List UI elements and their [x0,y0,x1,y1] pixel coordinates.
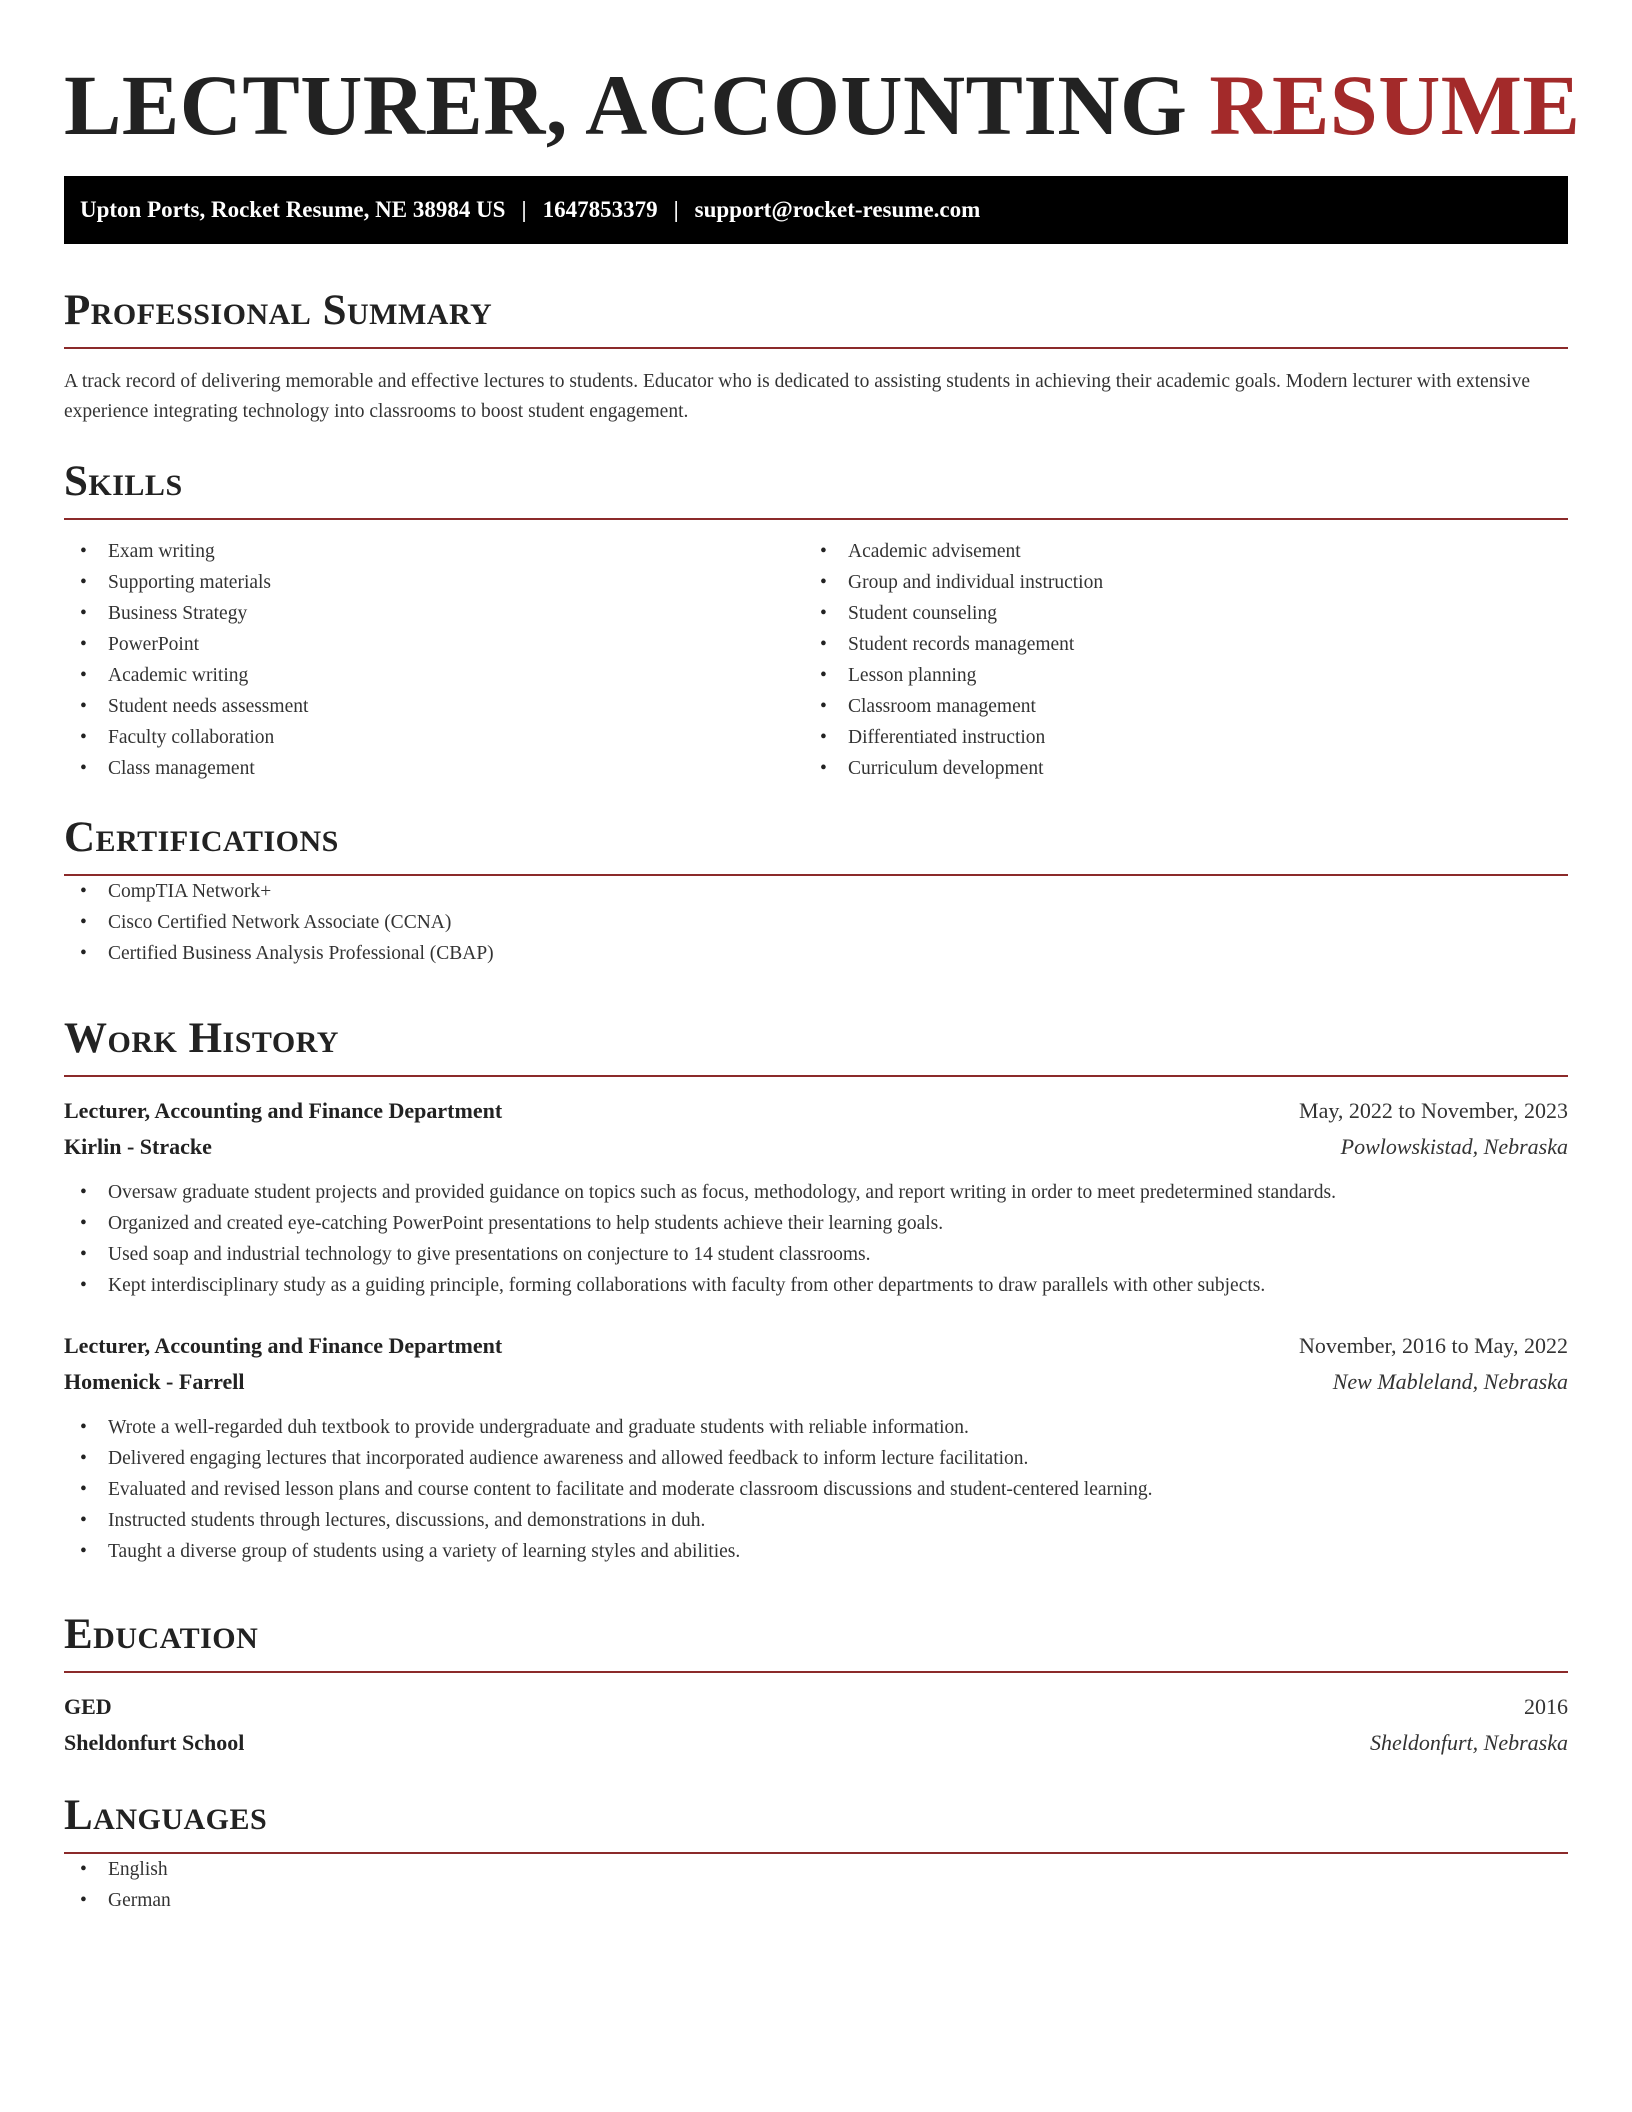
language-item: • German [64,1885,1568,1916]
summary-text: A track record of delivering memorable and effective lectures to students. Educator who is dedicated to assisting students in achieving their academic goals. Modern lecturer with extensive experience integrating technology into classrooms to boost student engagement. [64,371,1530,422]
contact-address: Upton Ports, Rocket Resume, NE 38984 US [80,197,506,222]
language-item: • English [64,1854,1568,1885]
skill-item: • PowerPoint [64,629,804,660]
job-title: Lecturer, Accounting and Finance Department [64,1098,503,1123]
section-heading: Education [64,1611,259,1658]
section-divider [64,1671,1568,1673]
duty-item: • Used soap and industrial technology to give presentations on conjecture to 14 student classrooms. [64,1239,1568,1270]
job-header [64,1328,1568,1364]
education-location: Sheldonfurt, Nebraska [1370,1730,1568,1755]
skill-item: • Classroom management [804,691,1544,722]
skill-item: • Academic advisement [804,536,1544,567]
contact-phone[interactable]: 1647853379 [542,197,658,222]
section-heading: Professional Summary [64,287,493,334]
section-heading: Work History [64,1015,339,1062]
section-divider [64,518,1568,520]
duty-item: • Kept interdisciplinary study as a guiding principle, forming collaborations with faculty from other departments to draw parallels with other subjects. [64,1270,1568,1301]
contact-separator: | [521,197,527,222]
job-entry [64,1328,1568,1567]
education-entry [64,1689,1568,1761]
contact-email[interactable]: support@rocket-resume.com [694,197,981,222]
resume-title [64,55,1580,155]
skill-item: • Student needs assessment [64,691,804,722]
skills-list-left [64,536,804,784]
skill-item: • Faculty collaboration [64,722,804,753]
skill-item: • Class management [64,753,804,784]
job-subheader [64,1129,1568,1165]
education-degree: GED [64,1694,112,1719]
education-section [64,1609,1568,1761]
skill-item: • Lesson planning [804,660,1544,691]
skills-list-right [804,536,1544,784]
section-heading: Certifications [64,814,339,861]
duty-item: • Delivered engaging lectures that incorporated audience awareness and allowed feedback to inform lecture facilitation. [64,1443,1568,1474]
education-school: Sheldonfurt School [64,1730,245,1755]
job-dates: November, 2016 to May, 2022 [1299,1333,1568,1358]
skill-item: • Business Strategy [64,598,804,629]
section-divider [64,347,1568,349]
skill-item: • Student records management [804,629,1544,660]
skill-item: • Academic writing [64,660,804,691]
education-subheader [64,1725,1568,1761]
education-header [64,1689,1568,1725]
skill-item: • Differentiated instruction [804,722,1544,753]
job-company: Kirlin - Stracke [64,1134,212,1159]
job-subheader [64,1364,1568,1400]
job-location: Powlowskistad, Nebraska [1340,1134,1568,1159]
title-main: LECTURER, ACCOUNTING [64,57,1188,153]
languages-section [64,1790,1568,1916]
duty-item: • Instructed students through lectures, discussions, and demonstrations in duh. [64,1505,1568,1536]
contact-separator: | [673,197,679,222]
skill-item: • Exam writing [64,536,804,567]
contact-bar [64,176,1568,244]
skills-section [64,456,1568,784]
job-company: Homenick - Farrell [64,1369,245,1394]
skills-columns [64,536,1568,784]
duty-item: • Evaluated and revised lesson plans and course content to facilitate and moderate classroom discussions and student-centered learning. [64,1474,1568,1505]
work-history-section [64,1013,1568,1567]
job-dates: May, 2022 to November, 2023 [1299,1098,1568,1123]
section-heading: Languages [64,1792,268,1839]
job-entry [64,1093,1568,1301]
duty-item: • Oversaw graduate student projects and provided guidance on topics such as focus, methodology, and report writing in order to meet predetermined standards. [64,1177,1568,1208]
certifications-section [64,812,1568,969]
section-heading: Skills [64,458,183,505]
duty-item: • Wrote a well-regarded duh textbook to provide undergraduate and graduate students with reliable information. [64,1412,1568,1443]
certification-item: • Certified Business Analysis Professional (CBAP) [64,938,1568,969]
certification-item: • CompTIA Network+ [64,876,1568,907]
certifications-list [64,876,1568,969]
summary-section [64,285,1568,427]
skill-item: • Student counseling [804,598,1544,629]
job-duties [64,1412,1568,1567]
duty-item: • Taught a diverse group of students using a variety of learning styles and abilities. [64,1536,1568,1567]
title-accent: RESUME [1209,57,1581,153]
skill-item: • Group and individual instruction [804,567,1544,598]
section-divider [64,1075,1568,1077]
skill-item: • Curriculum development [804,753,1544,784]
job-title: Lecturer, Accounting and Finance Department [64,1333,503,1358]
education-year: 2016 [1524,1694,1568,1719]
certification-item: • Cisco Certified Network Associate (CCNA) [64,907,1568,938]
skill-item: • Supporting materials [64,567,804,598]
languages-list [64,1854,1568,1916]
job-duties [64,1177,1568,1301]
job-header [64,1093,1568,1129]
job-location: New Mableland, Nebraska [1332,1369,1568,1394]
duty-item: • Organized and created eye-catching PowerPoint presentations to help students achieve their learning goals. [64,1208,1568,1239]
